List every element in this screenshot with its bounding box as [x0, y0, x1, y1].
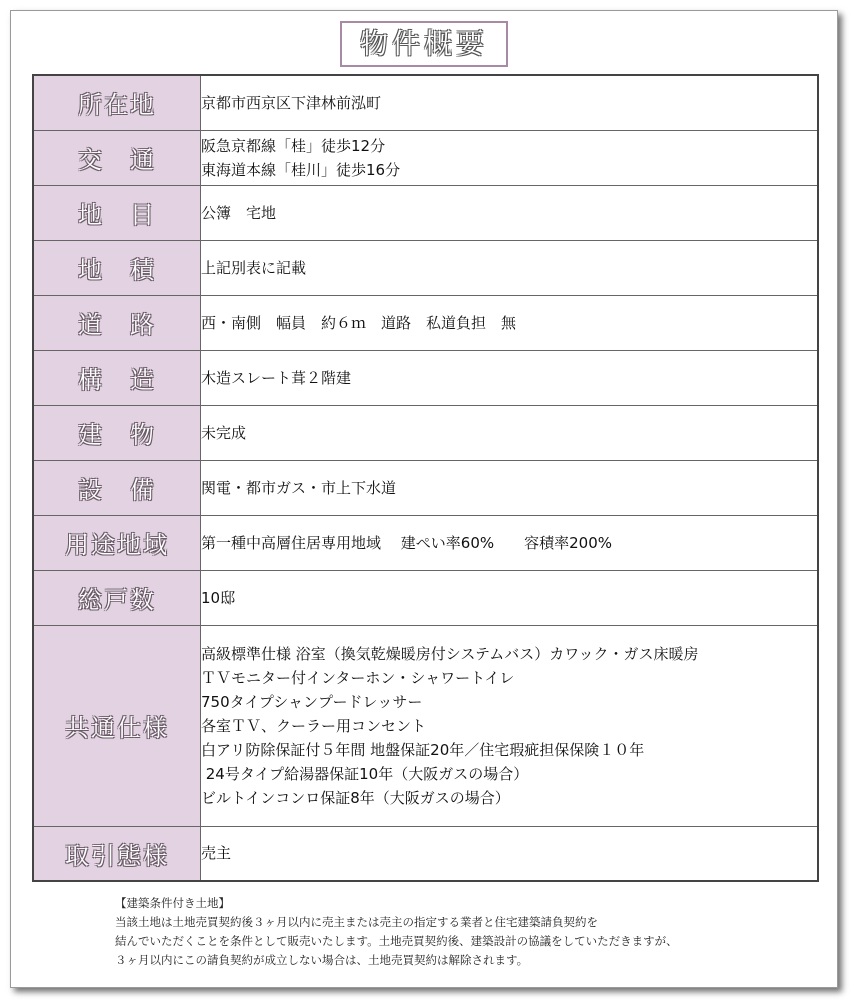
row-value	[201, 295, 819, 350]
row-value	[201, 240, 819, 295]
value-line: 阪急京都線「桂」徒歩12分	[201, 136, 386, 155]
row-value	[201, 515, 819, 570]
table-row	[33, 625, 818, 826]
table-row	[33, 295, 818, 350]
value-line: 京都市西京区下津林前泓町	[201, 93, 382, 112]
table-row	[33, 515, 818, 570]
value-line: 第一種中高層住居専用地域 建ぺい率60% 容積率200%	[201, 533, 612, 552]
table-row	[33, 350, 818, 405]
value-line: 未完成	[201, 423, 247, 442]
row-label: 建 物	[33, 405, 201, 460]
page-title: 物件概要	[340, 21, 508, 67]
value-line: 関電・都市ガス・市上下水道	[201, 478, 397, 497]
value-line: 木造スレート葺２階建	[201, 368, 352, 387]
note-line: 結んでいただくことを条件として販売いたします。土地売買契約後、建築設計の協議をしていただきますが、	[115, 934, 678, 948]
table-row	[33, 826, 818, 881]
value-line: 750タイプシャンプードレッサー	[201, 692, 423, 711]
building-condition-note	[115, 894, 678, 970]
property-spec-table	[32, 74, 819, 882]
table-row	[33, 75, 818, 130]
row-label: 共通仕様	[33, 625, 201, 826]
table-row	[33, 570, 818, 625]
table-row	[33, 460, 818, 515]
row-value	[201, 460, 819, 515]
value-line: ビルトインコンロ保証8年（大阪ガスの場合）	[201, 788, 510, 807]
row-label: 総戸数	[33, 570, 201, 625]
value-line: 24号タイプ給湯器保証10年（大阪ガスの場合）	[201, 764, 529, 783]
value-line: 公簿 宅地	[201, 203, 277, 222]
row-label: 地 目	[33, 185, 201, 240]
row-label: 道 路	[33, 295, 201, 350]
title-area	[11, 21, 837, 67]
value-line: 売主	[201, 844, 232, 863]
table-row	[33, 185, 818, 240]
value-line: 白アリ防除保証付５年間 地盤保証20年／住宅瑕疵担保保険１０年	[201, 740, 645, 759]
row-value	[201, 185, 819, 240]
row-value	[201, 350, 819, 405]
row-value	[201, 625, 819, 826]
row-label: 交 通	[33, 130, 201, 185]
row-value	[201, 405, 819, 460]
value-line: ＴＶモニター付インターホン・シャワートイレ	[201, 668, 515, 687]
value-line: 高級標準仕様 浴室（換気乾燥暖房付システムバス）カワック・ガス床暖房	[201, 644, 699, 663]
value-line: 東海道本線「桂川」徒歩16分	[201, 160, 401, 179]
row-label: 取引態様	[33, 826, 201, 881]
row-label: 構 造	[33, 350, 201, 405]
row-value	[201, 75, 819, 130]
note-line: ３ヶ月以内にこの請負契約が成立しない場合は、土地売買契約は解除されます。	[115, 953, 529, 967]
row-label: 用途地域	[33, 515, 201, 570]
note-heading: 【建築条件付き土地】	[115, 896, 230, 910]
property-summary-sheet	[10, 10, 838, 988]
row-value	[201, 130, 819, 185]
row-label: 地 積	[33, 240, 201, 295]
value-line: 上記別表に記載	[201, 258, 307, 277]
note-line: 当該土地は土地売買契約後３ヶ月以内に売主または売主の指定する業者と住宅建築請負契約を	[115, 915, 598, 929]
table-row	[33, 130, 818, 185]
row-value	[201, 570, 819, 625]
value-line: 10邸	[201, 588, 236, 607]
table-row	[33, 405, 818, 460]
value-line: 西・南側 幅員 約６ｍ 道路 私道負担 無	[201, 313, 517, 332]
row-label: 所在地	[33, 75, 201, 130]
row-value	[201, 826, 819, 881]
table-row	[33, 240, 818, 295]
row-label: 設 備	[33, 460, 201, 515]
value-line: 各室ＴＶ、クーラー用コンセント	[201, 716, 427, 735]
